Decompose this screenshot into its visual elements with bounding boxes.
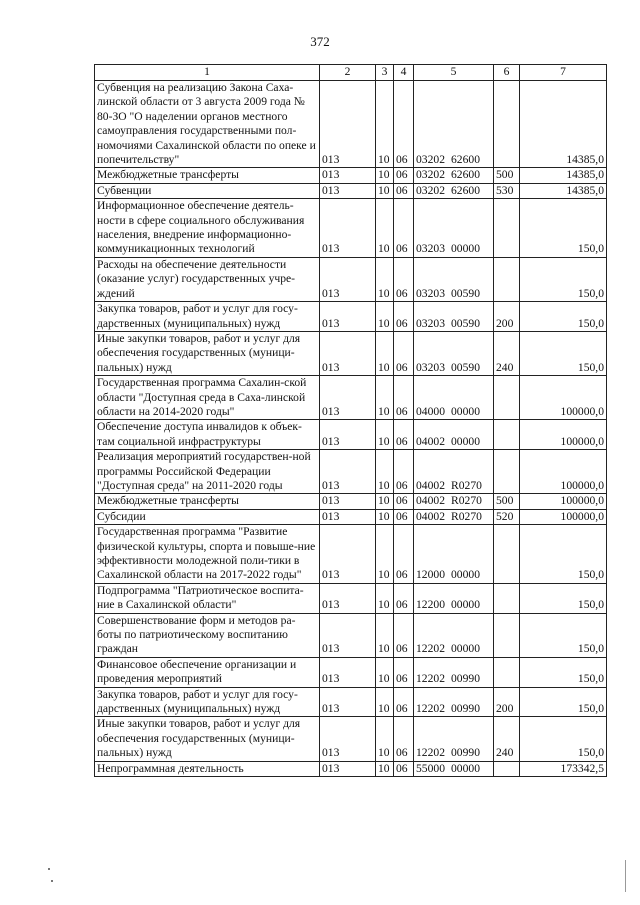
- row-ministry-code: 013: [320, 761, 376, 776]
- row-target-part1: 03202: [416, 168, 445, 182]
- row-name: Информационное обеспечение деятель-ности в сфере социального обслуживания населения, внедрение информационно-коммуникационных технологий: [95, 199, 320, 258]
- scan-speck: [51, 880, 53, 882]
- row-target-article: [414, 494, 494, 509]
- row-section-code: 10: [376, 199, 394, 258]
- row-ministry-code: 013: [320, 302, 376, 332]
- row-amount: 14385,0: [520, 81, 607, 168]
- row-expense-type: [494, 450, 520, 494]
- header-col-7: 7: [520, 65, 607, 81]
- row-section-code: 10: [376, 257, 394, 301]
- row-target-article: [414, 583, 494, 613]
- table-row: [95, 420, 607, 450]
- row-name: Субсидии: [95, 509, 320, 524]
- row-target-article: [414, 183, 494, 198]
- table-row: [95, 687, 607, 717]
- row-target-article: [414, 331, 494, 375]
- row-subsection-code: 06: [394, 494, 414, 509]
- row-expense-type: [494, 613, 520, 657]
- scan-speck: [48, 868, 50, 870]
- row-target-part2: 00000: [451, 434, 480, 448]
- row-ministry-code: 013: [320, 717, 376, 761]
- row-section-code: 10: [376, 657, 394, 687]
- header-col-2: 2: [320, 65, 376, 81]
- table-row: [95, 331, 607, 375]
- row-expense-type: [494, 420, 520, 450]
- row-target-part2: 62600: [451, 153, 480, 167]
- table-row: [95, 450, 607, 494]
- row-target-article: [414, 257, 494, 301]
- row-target-part1: 03203: [416, 360, 445, 374]
- row-target-part1: 03202: [416, 153, 445, 167]
- row-subsection-code: 06: [394, 525, 414, 584]
- row-target-part2: 00000: [451, 598, 480, 612]
- row-target-part1: 03203: [416, 242, 445, 256]
- row-subsection-code: 06: [394, 376, 414, 420]
- row-target-part1: 12202: [416, 642, 445, 656]
- row-target-part2: 00590: [451, 286, 480, 300]
- row-target-part2: R0270: [451, 494, 482, 508]
- row-section-code: 10: [376, 717, 394, 761]
- table-row: [95, 761, 607, 776]
- row-target-article: [414, 420, 494, 450]
- row-ministry-code: 013: [320, 376, 376, 420]
- row-name: Подпрограмма "Патриотическое воспита-ние в Сахалинской области": [95, 583, 320, 613]
- row-target-part2: 00990: [451, 672, 480, 686]
- row-subsection-code: 06: [394, 81, 414, 168]
- row-ministry-code: 013: [320, 450, 376, 494]
- row-target-part1: 03203: [416, 286, 445, 300]
- row-target-part1: 04002: [416, 478, 445, 492]
- row-target-part1: 12202: [416, 702, 445, 716]
- row-amount: 100000,0: [520, 509, 607, 524]
- row-section-code: 10: [376, 761, 394, 776]
- row-target-part2: 00990: [451, 702, 480, 716]
- row-name: Государственная программа "Развитие физической культуры, спорта и повыше-ние эффективности молодежной поли-тики в Сахалинской области на 2017-2022 годы": [95, 525, 320, 584]
- row-expense-type: 520: [494, 509, 520, 524]
- budget-table: [94, 64, 607, 777]
- row-amount: 150,0: [520, 525, 607, 584]
- row-name: Реализация мероприятий государствен-ной программы Российской Федерации "Доступная среда" на 2011-2020 годы: [95, 450, 320, 494]
- row-ministry-code: 013: [320, 509, 376, 524]
- header-col-4: 4: [394, 65, 414, 81]
- row-expense-type: 530: [494, 183, 520, 198]
- row-target-part2: R0270: [451, 509, 482, 523]
- row-name: Финансовое обеспечение организации и проведения мероприятий: [95, 657, 320, 687]
- row-name: Непрограммная деятельность: [95, 761, 320, 776]
- row-name: Межбюджетные трансферты: [95, 494, 320, 509]
- row-target-part2: 00000: [451, 642, 480, 656]
- row-subsection-code: 06: [394, 450, 414, 494]
- row-target-article: [414, 168, 494, 183]
- row-ministry-code: 013: [320, 331, 376, 375]
- header-col-1: 1: [95, 65, 320, 81]
- row-section-code: 10: [376, 376, 394, 420]
- row-amount: 100000,0: [520, 376, 607, 420]
- row-subsection-code: 06: [394, 257, 414, 301]
- row-ministry-code: 013: [320, 183, 376, 198]
- table-row: [95, 583, 607, 613]
- row-amount: 14385,0: [520, 183, 607, 198]
- row-target-part1: 04002: [416, 494, 445, 508]
- table-row: [95, 494, 607, 509]
- row-target-article: [414, 509, 494, 524]
- row-target-article: [414, 376, 494, 420]
- row-amount: 150,0: [520, 257, 607, 301]
- row-amount: 150,0: [520, 657, 607, 687]
- row-ministry-code: 013: [320, 583, 376, 613]
- row-target-article: [414, 450, 494, 494]
- row-section-code: 10: [376, 331, 394, 375]
- row-amount: 150,0: [520, 331, 607, 375]
- row-section-code: 10: [376, 613, 394, 657]
- row-expense-type: 200: [494, 302, 520, 332]
- row-amount: 100000,0: [520, 450, 607, 494]
- row-target-part1: 04000: [416, 404, 445, 418]
- row-expense-type: [494, 257, 520, 301]
- row-expense-type: [494, 525, 520, 584]
- row-name: Субвенции: [95, 183, 320, 198]
- row-subsection-code: 06: [394, 613, 414, 657]
- row-target-article: [414, 657, 494, 687]
- row-target-article: [414, 761, 494, 776]
- row-ministry-code: 013: [320, 687, 376, 717]
- row-expense-type: 240: [494, 717, 520, 761]
- row-section-code: 10: [376, 525, 394, 584]
- row-section-code: 10: [376, 583, 394, 613]
- row-name: Иные закупки товаров, работ и услуг для обеспечения государственных (муници-пальных) нужд: [95, 331, 320, 375]
- table-row: [95, 257, 607, 301]
- row-target-part1: 04002: [416, 434, 445, 448]
- table-row: [95, 168, 607, 183]
- scan-edge-mark: [625, 860, 626, 892]
- table-row: [95, 199, 607, 258]
- table-row: [95, 81, 607, 168]
- row-expense-type: 200: [494, 687, 520, 717]
- row-section-code: 10: [376, 81, 394, 168]
- row-name: Межбюджетные трансферты: [95, 168, 320, 183]
- row-target-article: [414, 717, 494, 761]
- row-target-part1: 12202: [416, 672, 445, 686]
- row-amount: 100000,0: [520, 420, 607, 450]
- row-amount: 150,0: [520, 717, 607, 761]
- row-target-article: [414, 81, 494, 168]
- row-section-code: 10: [376, 687, 394, 717]
- row-name: Иные закупки товаров, работ и услуг для обеспечения государственных (муници-пальных) нужд: [95, 717, 320, 761]
- row-section-code: 10: [376, 302, 394, 332]
- row-expense-type: [494, 761, 520, 776]
- row-subsection-code: 06: [394, 687, 414, 717]
- header-col-6: 6: [494, 65, 520, 81]
- row-subsection-code: 06: [394, 657, 414, 687]
- row-target-part2: 00990: [451, 746, 480, 760]
- row-target-part2: 00000: [451, 761, 480, 775]
- page-number: 372: [310, 34, 330, 49]
- row-amount: 150,0: [520, 199, 607, 258]
- row-target-article: [414, 525, 494, 584]
- row-name: Государственная программа Сахалин-ской области "Доступная среда в Саха-линской области на 2014-2020 годы": [95, 376, 320, 420]
- table-row: [95, 717, 607, 761]
- table-row: [95, 376, 607, 420]
- table-row: [95, 657, 607, 687]
- row-ministry-code: 013: [320, 420, 376, 450]
- row-section-code: 10: [376, 450, 394, 494]
- row-target-part2: R0270: [451, 478, 482, 492]
- row-target-part1: 12202: [416, 746, 445, 760]
- row-target-part2: 00000: [451, 568, 480, 582]
- row-name: Закупка товаров, работ и услуг для госу-дарственных (муниципальных) нужд: [95, 687, 320, 717]
- row-subsection-code: 06: [394, 183, 414, 198]
- row-target-part2: 62600: [451, 168, 480, 182]
- table-row: [95, 302, 607, 332]
- row-target-article: [414, 199, 494, 258]
- row-subsection-code: 06: [394, 509, 414, 524]
- header-col-3: 3: [376, 65, 394, 81]
- row-subsection-code: 06: [394, 302, 414, 332]
- row-section-code: 10: [376, 168, 394, 183]
- row-ministry-code: 013: [320, 657, 376, 687]
- row-ministry-code: 013: [320, 199, 376, 258]
- row-ministry-code: 013: [320, 168, 376, 183]
- table-row: [95, 613, 607, 657]
- row-target-part1: 03202: [416, 183, 445, 197]
- row-target-article: [414, 613, 494, 657]
- table-body: [95, 81, 607, 777]
- row-name: Субвенция на реализацию Закона Саха-линской области от 3 августа 2009 года № 80-ЗО "О наделении органов местного самоуправления государственными пол-номочиями Сахалинской области по опеке и попечительству": [95, 81, 320, 168]
- row-expense-type: [494, 583, 520, 613]
- row-expense-type: [494, 81, 520, 168]
- row-target-part2: 00000: [451, 404, 480, 418]
- row-subsection-code: 06: [394, 331, 414, 375]
- row-target-article: [414, 302, 494, 332]
- row-amount: 150,0: [520, 583, 607, 613]
- row-target-part1: 12000: [416, 568, 445, 582]
- table-row: [95, 509, 607, 524]
- row-subsection-code: 06: [394, 199, 414, 258]
- row-name: Расходы на обеспечение деятельности (оказание услуг) государственных учре-ждений: [95, 257, 320, 301]
- row-subsection-code: 06: [394, 420, 414, 450]
- table-header-row: [95, 65, 607, 81]
- table-row: [95, 525, 607, 584]
- row-amount: 14385,0: [520, 168, 607, 183]
- row-target-part1: 04002: [416, 509, 445, 523]
- row-section-code: 10: [376, 420, 394, 450]
- row-name: Совершенствование форм и методов ра-боты по патриотическому воспитанию граждан: [95, 613, 320, 657]
- row-target-article: [414, 687, 494, 717]
- row-amount: 100000,0: [520, 494, 607, 509]
- row-expense-type: 240: [494, 331, 520, 375]
- row-name: Обеспечение доступа инвалидов к объек-там социальной инфраструктуры: [95, 420, 320, 450]
- row-amount: 150,0: [520, 302, 607, 332]
- row-amount: 173342,5: [520, 761, 607, 776]
- row-ministry-code: 013: [320, 494, 376, 509]
- row-expense-type: [494, 657, 520, 687]
- row-ministry-code: 013: [320, 613, 376, 657]
- row-amount: 150,0: [520, 687, 607, 717]
- row-name: Закупка товаров, работ и услуг для госу-дарственных (муниципальных) нужд: [95, 302, 320, 332]
- row-subsection-code: 06: [394, 168, 414, 183]
- row-expense-type: [494, 376, 520, 420]
- row-expense-type: 500: [494, 168, 520, 183]
- row-target-part2: 00000: [451, 242, 480, 256]
- row-section-code: 10: [376, 183, 394, 198]
- row-ministry-code: 013: [320, 81, 376, 168]
- row-subsection-code: 06: [394, 717, 414, 761]
- row-subsection-code: 06: [394, 583, 414, 613]
- row-expense-type: [494, 199, 520, 258]
- row-target-part2: 00590: [451, 316, 480, 330]
- row-target-part1: 12200: [416, 598, 445, 612]
- header-col-5: 5: [414, 65, 494, 81]
- row-target-part1: 55000: [416, 761, 445, 775]
- row-expense-type: 500: [494, 494, 520, 509]
- row-subsection-code: 06: [394, 761, 414, 776]
- row-section-code: 10: [376, 494, 394, 509]
- row-target-part2: 62600: [451, 183, 480, 197]
- row-target-part1: 03203: [416, 316, 445, 330]
- row-amount: 150,0: [520, 613, 607, 657]
- row-section-code: 10: [376, 509, 394, 524]
- row-target-part2: 00590: [451, 360, 480, 374]
- table-row: [95, 183, 607, 198]
- row-ministry-code: 013: [320, 525, 376, 584]
- row-ministry-code: 013: [320, 257, 376, 301]
